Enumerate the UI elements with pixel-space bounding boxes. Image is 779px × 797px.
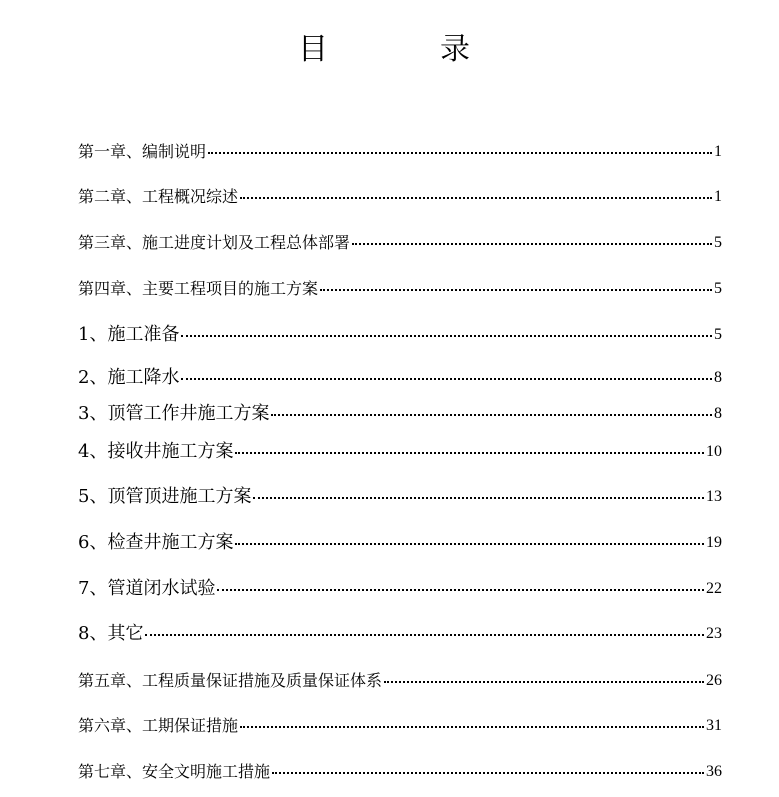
toc-dot-leader: [181, 335, 712, 337]
toc-dot-leader: [240, 726, 704, 728]
toc-entry-page: 13: [706, 488, 722, 505]
toc-entry-page: 5: [714, 280, 722, 297]
toc-dot-leader: [235, 543, 704, 545]
toc-dot-leader: [217, 589, 704, 591]
toc-dot-leader: [235, 452, 704, 454]
toc-entry-label: 4、接收井施工方案: [78, 441, 234, 462]
toc-title-part2: 录: [440, 32, 470, 67]
toc-dot-leader: [271, 414, 712, 416]
toc-entry-page: 31: [706, 717, 722, 734]
toc-entry-page: 23: [706, 625, 722, 642]
toc-dot-leader: [240, 197, 712, 199]
toc-entry-chapter-7[interactable]: [78, 760, 722, 784]
toc-entry-label: 5、顶管顶进施工方案: [78, 486, 252, 507]
toc-entry-chapter-6[interactable]: [78, 714, 722, 738]
toc-entry-label: 2、施工降水: [78, 367, 180, 388]
toc-entry-section-7[interactable]: [78, 577, 722, 601]
toc-dot-leader: [384, 681, 704, 683]
toc-dot-leader: [208, 152, 712, 154]
toc-entry-section-6[interactable]: [78, 531, 722, 555]
toc-entry-page: 5: [714, 234, 722, 251]
toc-entry-label: 3、顶管工作井施工方案: [78, 403, 270, 424]
toc-entry-chapter-4[interactable]: [78, 277, 722, 301]
toc-entry-label: 1、施工准备: [78, 324, 180, 345]
toc-entry-label: 8、其它: [78, 623, 144, 644]
toc-entry-label: 第三章、施工进度计划及工程总体部署: [78, 233, 351, 252]
toc-entry-page: 22: [706, 580, 722, 597]
toc-dot-leader: [253, 497, 704, 499]
toc-entry-section-8[interactable]: [78, 622, 722, 646]
toc-entry-label: 第四章、主要工程项目的施工方案: [78, 279, 319, 298]
toc-entry-label: 7、管道闭水试验: [78, 578, 216, 599]
toc-dot-leader: [320, 289, 712, 291]
toc-entry-chapter-2[interactable]: [78, 185, 722, 209]
toc-title-part1: 目: [298, 32, 328, 67]
toc-entry-label: 第六章、工期保证措施: [78, 716, 239, 735]
toc-entry-page: 1: [714, 143, 722, 160]
toc-entry-page: 5: [714, 326, 722, 343]
toc-entry-page: 1: [714, 188, 722, 205]
toc-dot-leader: [272, 772, 704, 774]
toc-entry-page: 8: [714, 405, 722, 422]
toc-entry-section-5[interactable]: [78, 485, 722, 509]
toc-dot-leader: [352, 243, 712, 245]
toc-entry-chapter-3[interactable]: [78, 231, 722, 255]
toc-entry-section-1[interactable]: [78, 323, 722, 347]
toc-entry-section-2[interactable]: [78, 366, 722, 390]
toc-entry-page: 8: [714, 369, 722, 386]
toc-entry-chapter-5[interactable]: [78, 669, 722, 693]
toc-entry-chapter-1[interactable]: [78, 140, 722, 164]
toc-entry-section-3[interactable]: [78, 402, 722, 426]
toc-entry-label: 第五章、工程质量保证措施及质量保证体系: [78, 671, 383, 690]
toc-dot-leader: [181, 378, 712, 380]
toc-title: [0, 30, 779, 70]
toc-entry-label: 6、检查井施工方案: [78, 532, 234, 553]
toc-entry-page: 10: [706, 443, 722, 460]
toc-entry-section-4[interactable]: [78, 440, 722, 464]
toc-entry-label: 第二章、工程概况综述: [78, 187, 239, 206]
toc-entry-page: 26: [706, 672, 722, 689]
toc-entry-page: 19: [706, 534, 722, 551]
toc-entry-page: 36: [706, 763, 722, 780]
toc-entry-label: 第七章、安全文明施工措施: [78, 762, 271, 781]
toc-dot-leader: [145, 634, 704, 636]
toc-entry-label: 第一章、编制说明: [78, 142, 207, 161]
